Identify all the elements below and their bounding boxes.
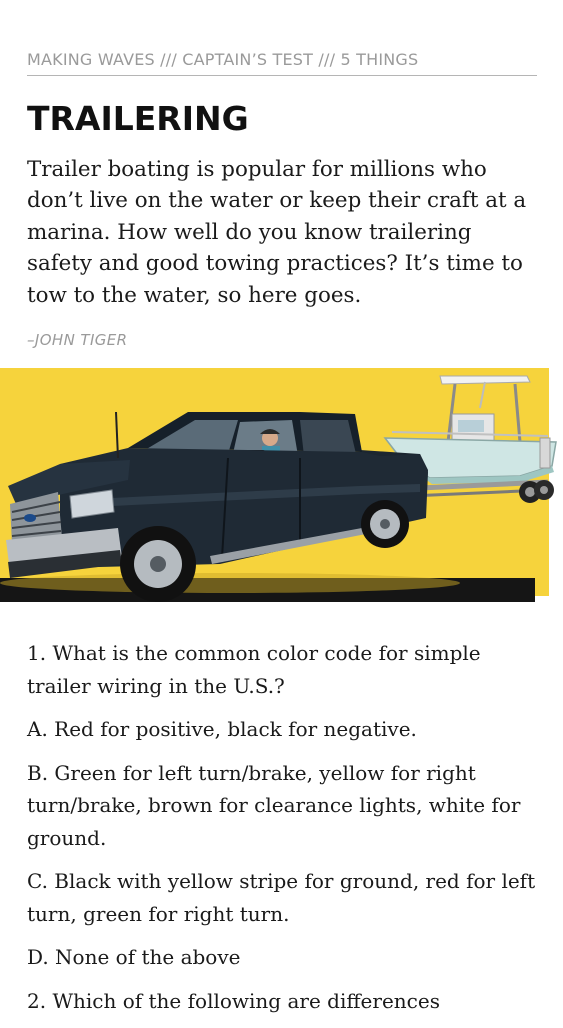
- article-intro: Trailer boating is popular for millions who don’t live on the water or keep their craft at a marina. How well do you know trailering safety and good towing practices? It’s time to tow to the water, so here goes.: [27, 157, 527, 308]
- article-title: TRAILERING: [27, 99, 249, 138]
- truck-towing-boat-image: [0, 368, 563, 608]
- answer-a[interactable]: A. Red for positive, black for negative.: [27, 717, 417, 741]
- author-byline: –JOHN TIGER: [27, 331, 128, 349]
- question-2: 2. Which of the following are differences: [27, 988, 440, 1013]
- answer-c[interactable]: C. Black with yellow stripe for ground, red for left turn, green for right turn.: [27, 869, 536, 926]
- question-1: 1. What is the common color code for simple trailer wiring in the U.S.?: [27, 641, 481, 698]
- answer-d[interactable]: D. None of the above: [27, 945, 241, 969]
- quiz-section: [27, 637, 547, 1028]
- breadcrumb: MAKING WAVES /// CAPTAIN’S TEST /// 5 THINGS: [27, 50, 537, 76]
- answer-b[interactable]: B. Green for left turn/brake, yellow for right turn/brake, brown for clearance lights, white for ground.: [27, 760, 521, 850]
